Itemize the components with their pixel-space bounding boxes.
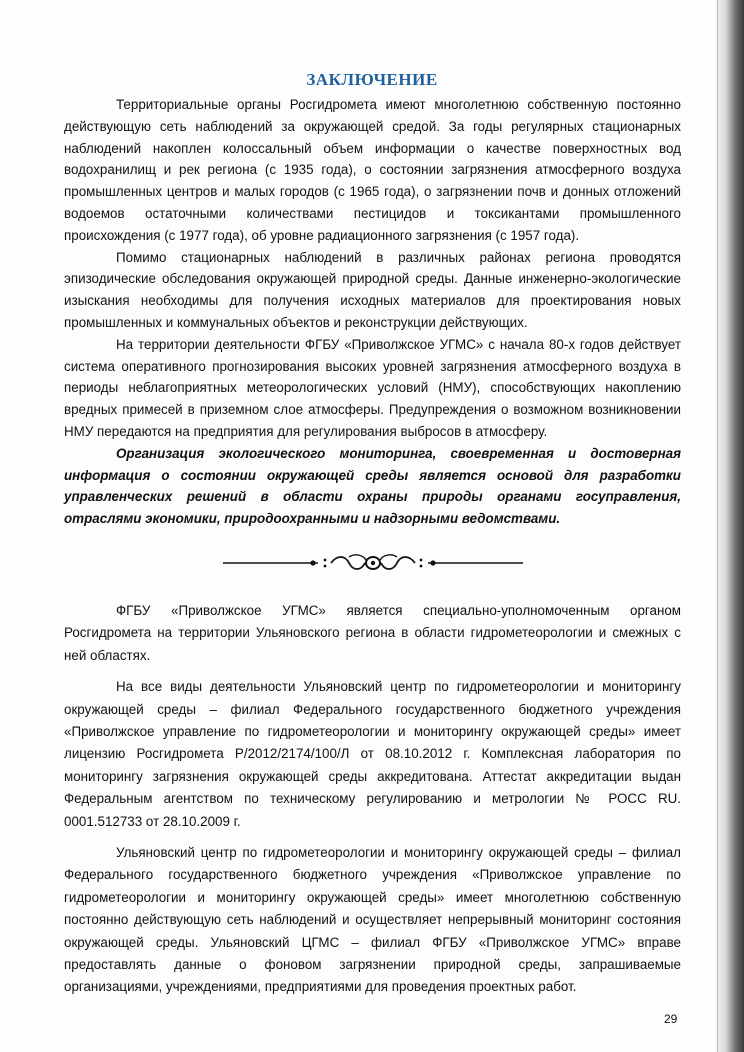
paragraph-observations: Территориальные органы Росгидромета имеют многолетнюю собственную постоянно действующую сеть наблюдений за окружающей средой. За годы регулярных стационарных наблюдений накоплен колоссальный объем информации о качестве поверхностных вод водохранилищ и рек региона (с 1935 года), о состоянии загрязнения атмосферного воздуха промышленных центров и малых городов (с 1965 года), о загрязнении почв и донных отложений водоемов остаточными количествами пестицидов и токсикантами промышленного происхождения (с 1977 года), об уровне радиационного загрязнения (с 1957 года). [64, 97, 681, 243]
page-content [64, 94, 681, 1008]
section-title: ЗАКЛЮЧЕНИЕ [306, 70, 438, 89]
page-edge-shadow [716, 0, 744, 1052]
paragraph-ulyanovsk-center: Ульяновский центр по гидрометеорологии и мониторингу окружающей среды – филиал Федерального государственного бюджетного учреждения «Приволжское управление по гидрометеорологии и мониторингу окружающей среды» имеет многолетнюю собственную постоянно действующую сеть наблюдений и осуществляет непрерывный мониторинг состояния окружающей среды. Ульяновский ЦГМС – филиал ФГБУ «Приволжское УГМС» вправе предоставлять данные о фоновом загрязнении природной среды, запрашиваемые организациями, учреждениями, предприятиями для проведения проектных работ. [64, 845, 681, 995]
page-number: 29 [664, 1012, 678, 1026]
paragraph-license: На все виды деятельности Ульяновский центр по гидрометеорологии и мониторингу окружающей среды – филиал Федерального государственного бюджетного учреждения «Приволжское управление по гидрометеорологии и мониторингу окружающей среды» имеет лицензию Росгидромета Р/2012/2174/100/Л от 08.10.2012 г. Комплексная лаборатория по мониторингу загрязнения окружающей среды аккредитована. Аттестат аккредитации выдан Федеральным агентством по техническому регулированию и метрологии № РОСС RU. 0001.512733 от 28.10.2009 г. [64, 679, 681, 829]
ornamental-divider [223, 552, 523, 574]
paragraph-conclusion-emphasis: Организация экологического мониторинга, своевременная и достоверная информация о состоянии окружающей среды является основой для разработки управленческих решений в области охраны природы органами госуправления, отраслями экономики, природоохранными и надзорными ведомствами. [64, 445, 681, 527]
page-edge-line [717, 0, 718, 1052]
paragraph-surveys: Помимо стационарных наблюдений в различных районах региона проводятся эпизодические обследования окружающей природной среды. Данные инженерно-экологические изыскания необходимы для получения исходных материалов для проектирования новых промышленных и коммунальных объектов и реконструкции действующих. [64, 249, 681, 330]
paragraph-forecasting: На территории деятельности ФГБУ «Приволжское УГМС» с начала 80-х годов действует система оперативного прогнозирования высоких уровней загрязнения атмосферного воздуха в периоды неблагоприятных метеорологических условий (НМУ), способствующих накоплению вредных примесей в приземном слое атмосферы. Предупреждения о возможном возникновении НМУ передаются на предприятия для регулирования выбросов в атмосферу. [64, 336, 681, 439]
paragraph-ugms-authority: ФГБУ «Приволжское УГМС» является специально-уполномоченным органом Росгидромета на территории Ульяновского региона в области гидрометеорологии и смежных с ней областях. [64, 602, 681, 663]
